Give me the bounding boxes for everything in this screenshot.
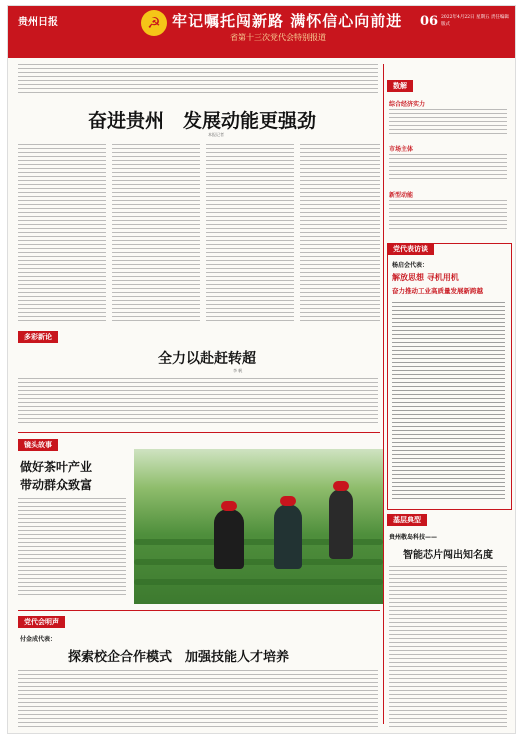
comment-body <box>18 378 378 426</box>
comment-headline: 全力以赴赶转超 <box>158 351 256 367</box>
sidebar-item-title: 综合经济实力 <box>389 101 426 108</box>
column-rule <box>383 64 384 724</box>
intro-text <box>18 64 378 94</box>
section-tag-photo-story: 镜头故事 <box>18 439 58 451</box>
interview-tag: 党代表访谈 <box>387 243 434 255</box>
masthead-headline: 牢记嘱托闯新路 满怀信心向前进 <box>172 12 403 30</box>
grassroots-tag: 基层典型 <box>387 514 427 526</box>
sidebar-item-title: 新型动能 <box>389 192 414 199</box>
interview-kicker: 杨启会代表： <box>392 262 429 269</box>
masthead <box>8 6 515 58</box>
lead-byline: 本报记者 <box>208 132 224 137</box>
lead-column-3 <box>206 144 294 324</box>
lead-column-1 <box>18 144 106 324</box>
interview-headline-line1: 解放思想 寻机用机 <box>392 272 459 282</box>
page-number: 06 <box>420 14 439 29</box>
section-tag-congress-voice: 党代会明声 <box>18 616 65 628</box>
newspaper-page <box>8 6 515 733</box>
sidebar-item-text <box>389 154 507 182</box>
divider <box>18 610 380 611</box>
lead-headline: 奋进贵州 发展动能更强劲 <box>88 110 317 132</box>
bottom-body <box>18 670 378 728</box>
feature-headline-line1: 做好茶叶产业 <box>20 460 93 474</box>
comment-byline: 李 帆 <box>233 368 243 373</box>
masthead-meta: 2022年4月22日 星期五 责任编辑 版式 <box>441 15 509 27</box>
grassroots-headline: 智能芯片闯出知名度 <box>403 550 493 561</box>
tea-garden-photo <box>134 449 383 604</box>
sidebar-item-text <box>389 109 507 137</box>
sidebar-tag: 数解 <box>387 80 413 92</box>
bottom-headline: 探索校企合作模式 加强技能人才培养 <box>68 650 290 665</box>
interview-body <box>392 302 505 502</box>
bottom-kicker: 付金成代表： <box>20 636 57 643</box>
masthead-subhead: 省第十三次党代会特别报道 <box>230 33 326 42</box>
grassroots-kicker: 贵州敬岛科技—— <box>389 534 438 541</box>
section-tag-comment: 多彩新论 <box>18 331 58 343</box>
lead-column-4 <box>300 144 380 324</box>
divider <box>18 432 380 433</box>
sidebar-item-title: 市场主体 <box>389 146 414 153</box>
party-emblem-icon: ☭ <box>141 10 167 36</box>
sidebar-item-text <box>389 200 507 230</box>
feature-headline-line2: 带动群众致富 <box>20 478 93 492</box>
grassroots-body <box>389 566 507 728</box>
paper-name: 贵州日报 <box>18 17 58 28</box>
feature-body <box>18 498 126 598</box>
lead-column-2 <box>112 144 200 324</box>
interview-headline-line2: 奋力推动工业高质量发展新跨越 <box>392 287 483 295</box>
